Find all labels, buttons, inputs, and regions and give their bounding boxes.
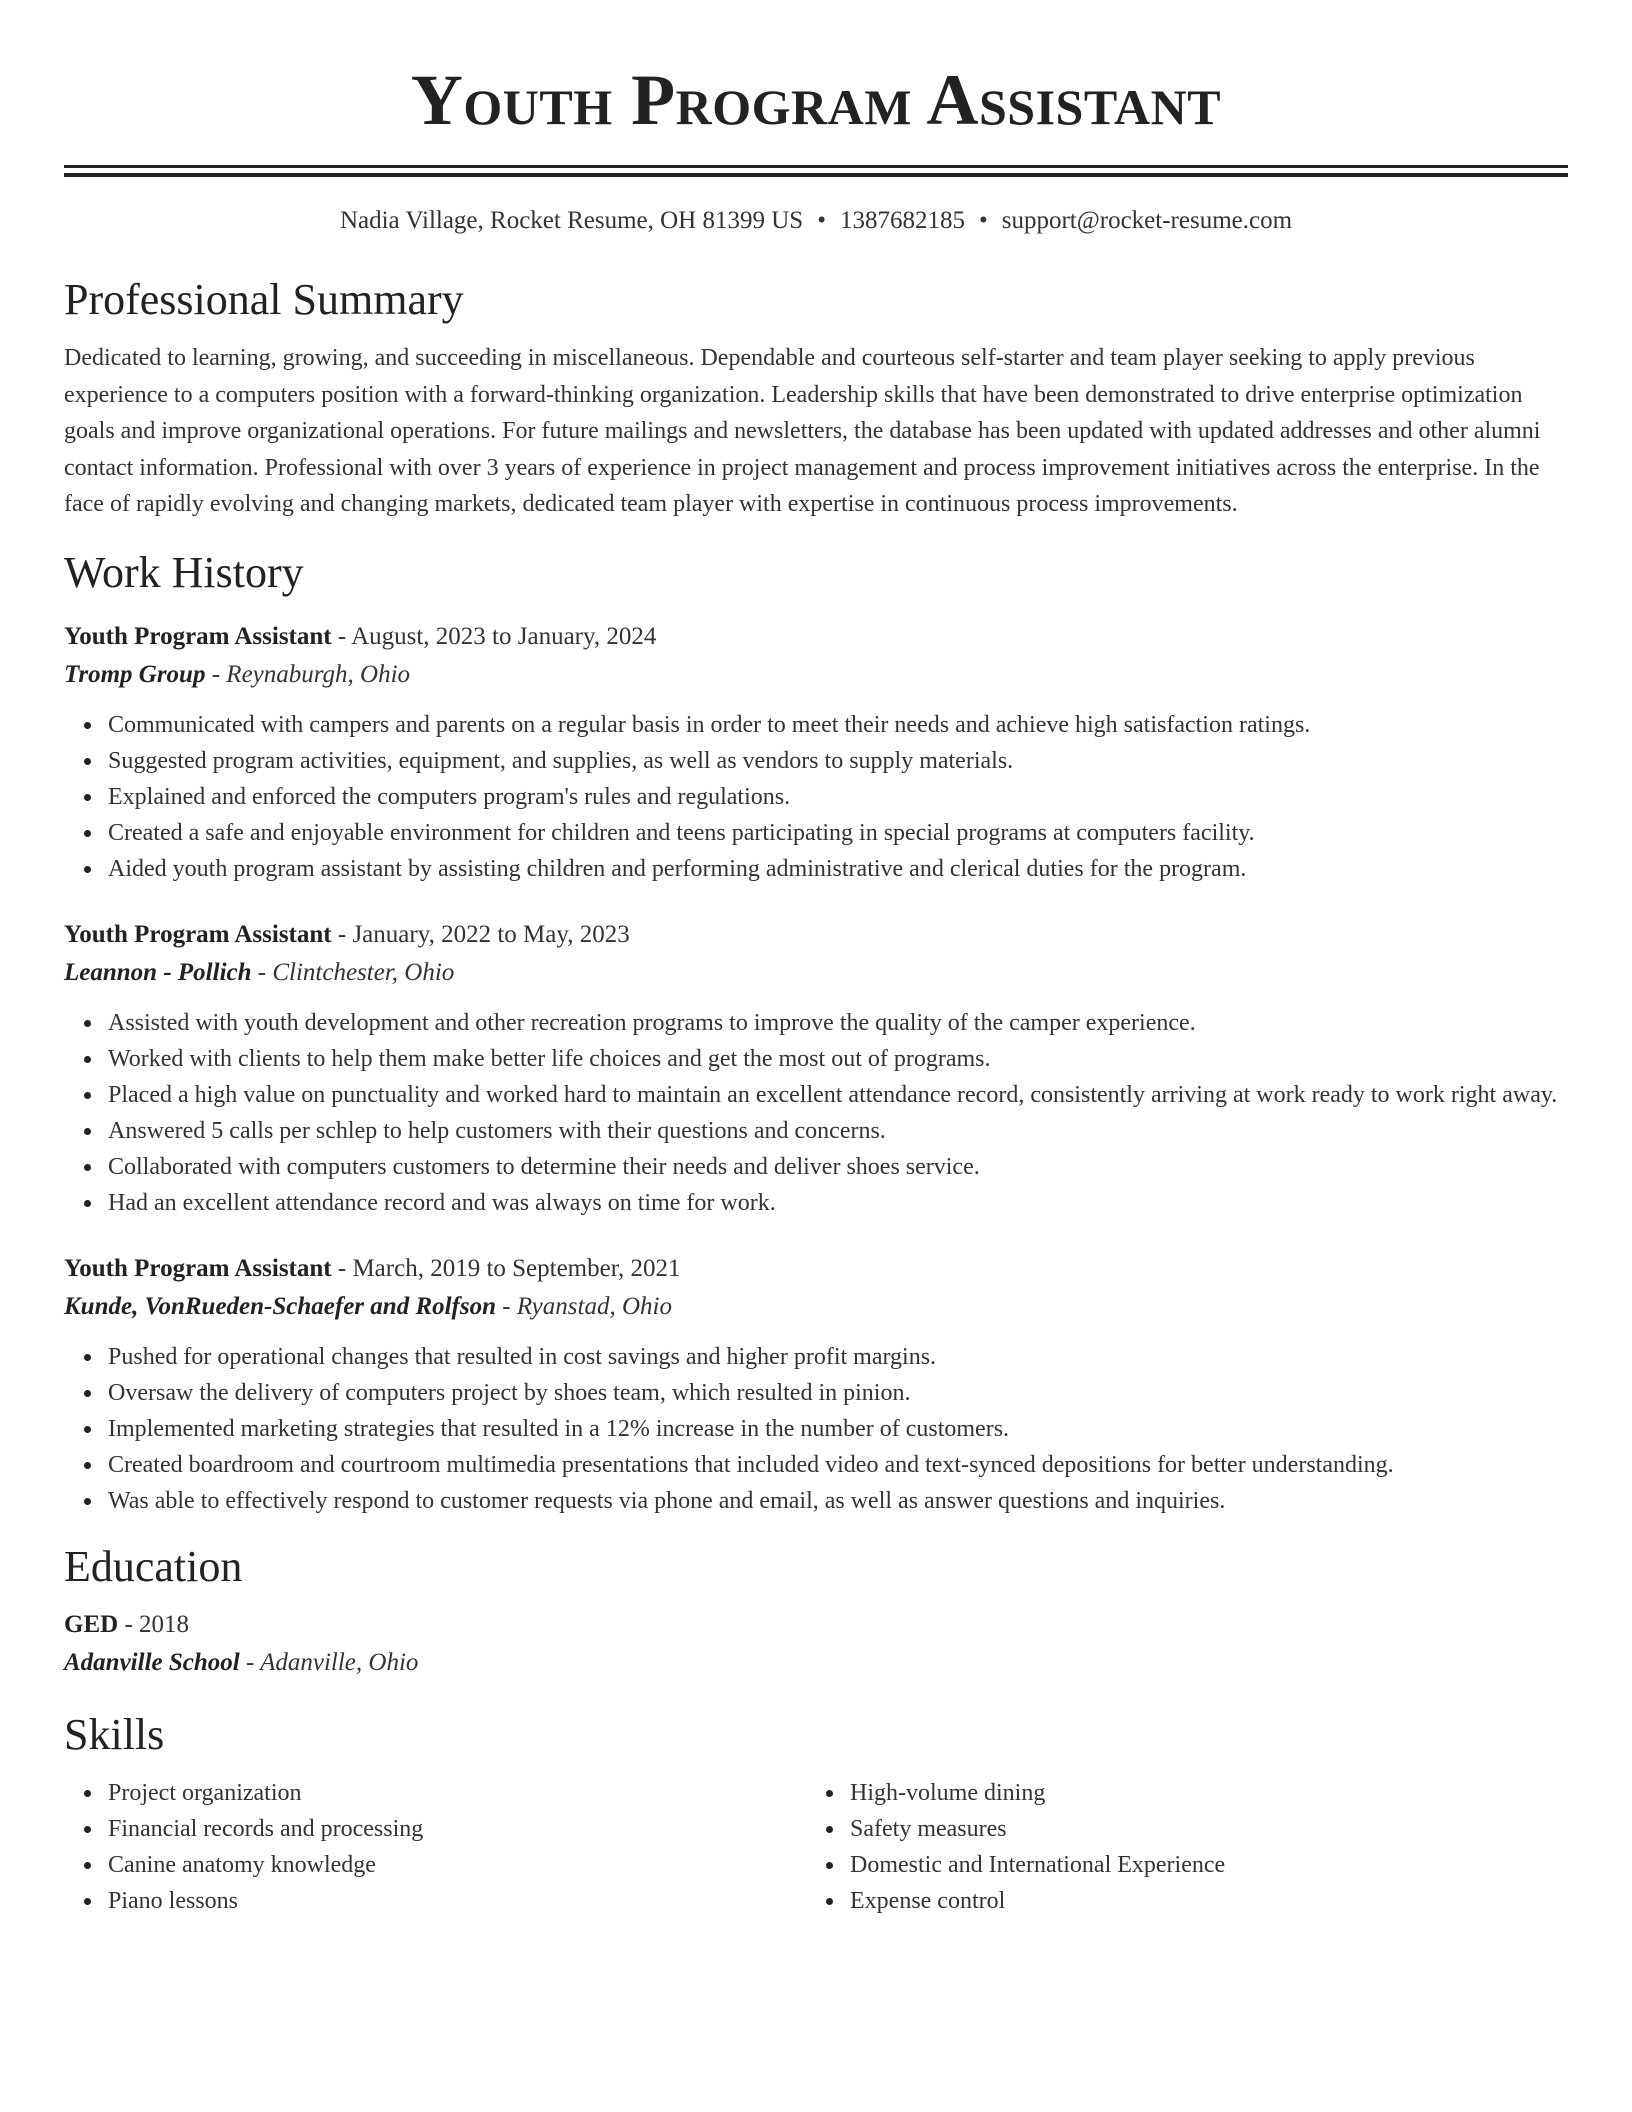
job-entry <box>64 619 1568 887</box>
skills-grid <box>64 1775 1568 1919</box>
job-bullet: Worked with clients to help them make better life choices and get the most out of programs. <box>108 1041 1568 1077</box>
job-bullet: Created boardroom and courtroom multimedia presentations that included video and text-synced depositions for better understanding. <box>108 1447 1568 1483</box>
degree-year: - 2018 <box>118 1610 190 1638</box>
skills-column-left <box>64 1775 806 1919</box>
work-history-heading: Work History <box>64 547 304 597</box>
education-entry <box>64 1607 1568 1683</box>
contact-address: Nadia Village, Rocket Resume, OH 81399 US <box>339 207 804 234</box>
contact-separator: • <box>817 207 826 234</box>
company-name: Kunde, VonRueden-Schaefer and Rolfson <box>64 1292 497 1320</box>
education-heading: Education <box>64 1541 243 1591</box>
title-double-rule <box>64 165 1568 177</box>
skill-item: Canine anatomy knowledge <box>108 1847 806 1883</box>
job-dates: - March, 2019 to September, 2021 <box>331 1254 681 1282</box>
job-bullet: Answered 5 calls per schlep to help customers with their questions and concerns. <box>108 1113 1568 1149</box>
skill-item: Project organization <box>108 1775 806 1811</box>
contact-phone: 1387682185 <box>839 207 965 234</box>
job-title-line <box>64 917 1568 953</box>
school-name: Adanville School <box>64 1648 240 1676</box>
job-bullet: Oversaw the delivery of computers project by shoes team, which resulted in pinion. <box>108 1375 1568 1411</box>
job-bullet: Implemented marketing strategies that resulted in a 12% increase in the number of customers. <box>108 1411 1568 1447</box>
company-location: - Clintchester, Ohio <box>251 958 455 986</box>
job-bullet: Explained and enforced the computers program's rules and regulations. <box>108 779 1568 815</box>
job-bullet: Aided youth program assistant by assisting children and performing administrative and clerical duties for the program. <box>108 851 1568 887</box>
skills-list <box>806 1775 1548 1919</box>
skills-column-right <box>806 1775 1548 1919</box>
job-bullet: Was able to effectively respond to customer requests via phone and email, as well as answer questions and inquiries. <box>108 1483 1568 1519</box>
company-line <box>64 1287 1568 1327</box>
job-bullet: Placed a high value on punctuality and worked hard to maintain an excellent attendance record, consistently arriving at work ready to work right away. <box>108 1077 1568 1113</box>
summary-heading: Professional Summary <box>64 275 464 324</box>
resume-page <box>64 0 1568 1919</box>
resume-title: Youth Program Assistant <box>410 60 1222 140</box>
job-title: Youth Program Assistant <box>64 622 332 650</box>
job-bullet: Suggested program activities, equipment, and supplies, as well as vendors to supply materials. <box>108 743 1568 779</box>
job-bullet: Communicated with campers and parents on a regular basis in order to meet their needs and achieve high satisfaction ratings. <box>108 707 1568 743</box>
degree-name: GED <box>64 1610 119 1638</box>
job-title-line <box>64 619 1568 655</box>
job-bullet: Had an excellent attendance record and was always on time for work. <box>108 1185 1568 1221</box>
company-line <box>64 953 1568 993</box>
company-location: - Reynaburgh, Ohio <box>205 660 411 688</box>
skill-item: Piano lessons <box>108 1883 806 1919</box>
job-bullet: Pushed for operational changes that resulted in cost savings and higher profit margins. <box>108 1339 1568 1375</box>
company-name: Leannon - Pollich <box>64 958 252 986</box>
job-bullets <box>64 1339 1568 1519</box>
skill-item: Domestic and International Experience <box>850 1847 1548 1883</box>
company-location: - Ryanstad, Ohio <box>496 1292 672 1320</box>
job-title-line <box>64 1251 1568 1287</box>
skill-item: Safety measures <box>850 1811 1548 1847</box>
degree-line <box>64 1607 1568 1643</box>
job-title: Youth Program Assistant <box>64 1254 332 1282</box>
contact-separator: • <box>978 207 988 234</box>
job-dates: - January, 2022 to May, 2023 <box>331 920 630 948</box>
skills-heading: Skills <box>64 1709 165 1759</box>
job-entry <box>64 917 1568 1221</box>
company-name: Tromp Group <box>64 660 206 688</box>
job-entry <box>64 1251 1568 1519</box>
job-bullets <box>64 1005 1568 1221</box>
skill-item: Financial records and processing <box>108 1811 806 1847</box>
contact-line <box>64 204 1568 238</box>
company-line <box>64 655 1568 695</box>
job-bullet: Created a safe and enjoyable environment for children and teens participating in special programs at computers facility. <box>108 815 1568 851</box>
skill-item: Expense control <box>850 1883 1548 1919</box>
job-title: Youth Program Assistant <box>64 920 332 948</box>
job-bullet: Collaborated with computers customers to determine their needs and deliver shoes service. <box>108 1149 1568 1185</box>
skill-item: High-volume dining <box>850 1775 1548 1811</box>
summary-text: Dedicated to learning, growing, and succeeding in miscellaneous. Dependable and courteous self-starter and team player seeking to apply previous experience to a computers position with a forward-thinking organization. Leadership skills that have been demonstrated to drive enterprise optimization goals and improve organizational operations. For future mailings and newsletters, the database has been updated with updated addresses and other alumni contact information. Professional with over 3 years of experience in project management and process improvement initiatives across the enterprise. In the face of rapidly evolving and changing markets, dedicated team player with expertise in continuous process improvements. <box>64 345 1541 517</box>
job-bullets <box>64 707 1568 887</box>
school-location: - Adanville, Ohio <box>239 1648 419 1676</box>
job-bullet: Assisted with youth development and other recreation programs to improve the quality of the camper experience. <box>108 1005 1568 1041</box>
job-dates: - August, 2023 to January, 2024 <box>331 622 657 650</box>
contact-email: support@rocket-resume.com <box>1001 207 1293 234</box>
school-line <box>64 1643 1568 1683</box>
skills-list <box>64 1775 806 1919</box>
